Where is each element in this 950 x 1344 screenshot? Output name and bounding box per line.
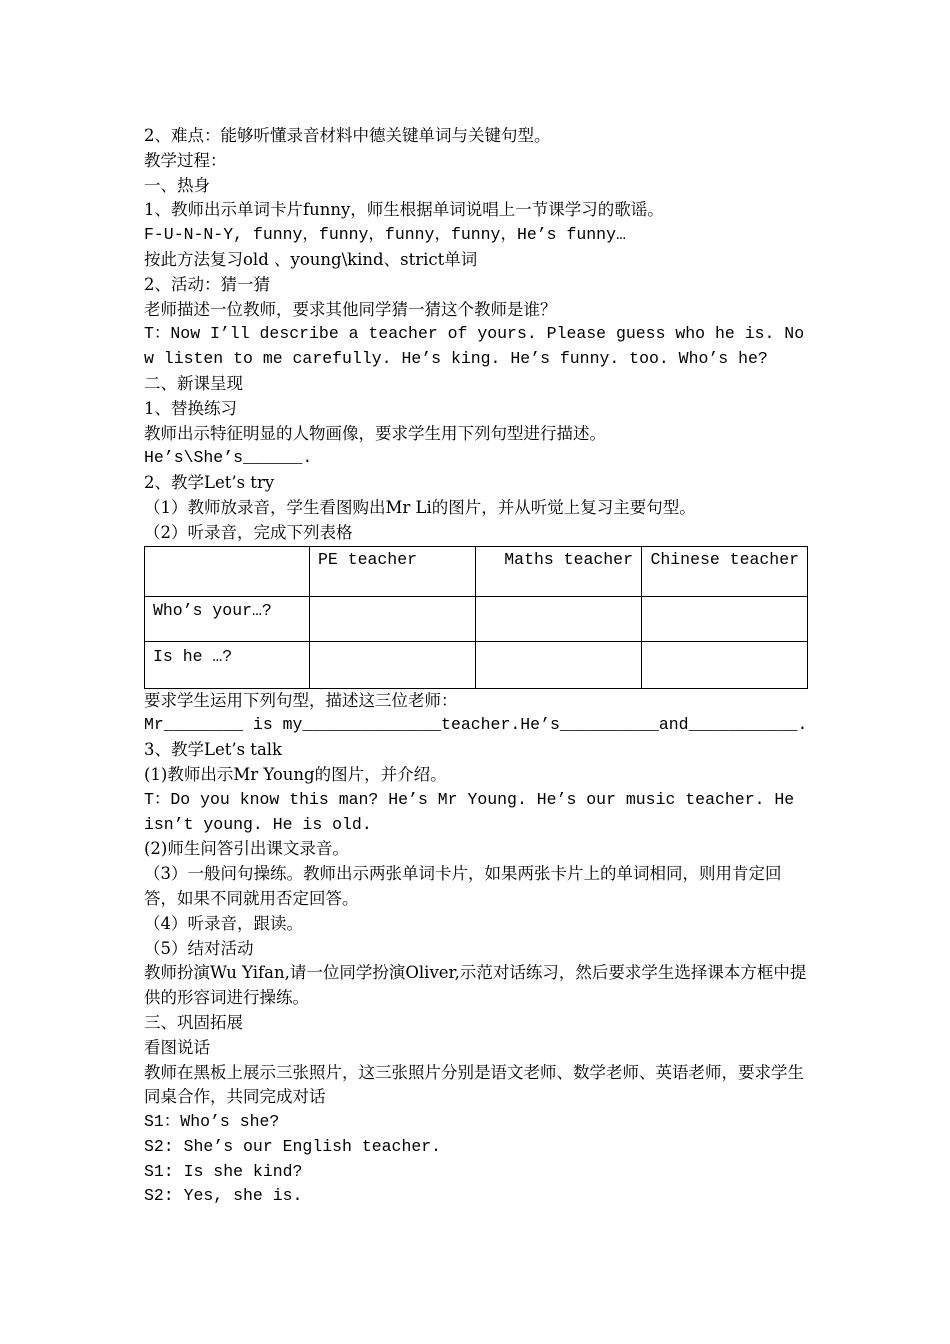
process-heading: 教学过程： [144,150,227,170]
sentence-pattern: He’s\She’s______. [144,448,313,468]
table-header-cell [145,546,310,596]
document-page [144,124,808,1209]
table-header-row [145,546,808,596]
table-cell [310,641,476,688]
teacher-dialogue-1: T：Now I’ll describe a teacher of yours. Please guess who he is. Now listen to me carefully. He’s king. He’s funny. too. Who’s he? [144,324,805,369]
pair-activity-description: 教师扮演Wu Yifan,请一位同学扮演Oliver,示范对话练习，然后要求学生选择课本方框中提供的形容词进行操练。 [144,963,807,1008]
section-warmup-heading: 一、热身 [144,175,210,195]
fill-in-pattern: Mr________ is my______________teacher.He’s__________and___________. [144,715,808,735]
warmup-step-2: 2、活动：猜一猜 [144,274,270,294]
lets-try-heading: 2、教学Let’s try [144,473,275,493]
substitution-heading: 1、替换练习 [144,398,237,418]
table-cell [476,596,642,641]
lets-try-step-1: （1）教师放录音，学生看图购出Mr Li的图片，并从听觉上复习主要句型。 [144,497,696,517]
table-cell [310,596,476,641]
table-row-label: Is he …? [145,641,310,688]
dialogue-line: S1：Who’s she? [144,1112,280,1132]
picture-talk-heading: 看图说话 [144,1037,210,1057]
section-consolidation-heading: 三、巩固拓展 [144,1012,243,1032]
table-row [145,641,808,688]
table-cell [476,641,642,688]
substitution-instruction: 教师出示特征明显的人物画像，要求学生用下列句型进行描述。 [144,423,606,443]
table-row-label: Who’s your…? [145,596,310,641]
teacher-dialogue-2: T：Do you know this man? He’s Mr Young. He’s our music teacher. He isn’t young. He is old. [144,789,805,834]
warmup-step-1: 1、教师出示单词卡片funny，师生根据单词说唱上一节课学习的歌谣。 [144,200,664,220]
lets-talk-heading: 3、教学Let’s talk [144,740,283,760]
dialogue-line: S2: Yes, she is. [144,1186,303,1206]
difficulty-point: 2、难点：能够听懂录音材料中德关键单词与关键句型。 [144,126,551,145]
listening-table [144,546,808,689]
section-new-lesson-heading: 二、新课呈现 [144,373,243,393]
table-cell [642,641,808,688]
lets-talk-step-5: （5）结对活动 [144,938,254,958]
dialogue-line: S1: Is she kind? [144,1161,303,1181]
table-header-cell: Maths teacher [476,546,642,596]
lets-try-step-2: （2）听录音，完成下列表格 [144,522,353,542]
describe-instruction: 要求学生运用下列句型，描述这三位老师： [144,690,458,710]
table-cell [642,596,808,641]
table-header-cell: PE teacher [310,546,476,596]
table-header-cell: Chinese teacher [642,546,808,596]
guess-instruction: 老师描述一位教师，要求其他同学猜一猜这个教师是谁？ [144,299,557,319]
dialogue-line: S2: She’s our English teacher. [144,1136,442,1156]
chant-line: F-U-N-N-Y, funny，funny，funny，funny，He’s funny… [144,225,626,245]
lets-talk-step-1: (1)教师出示Mr Young的图片，并介绍。 [144,764,447,784]
lets-talk-step-3: （3）一般问句操练。教师出示两张单词卡片，如果两张卡片上的单词相同，则用肯定回答，如果不同就用否定回答。 [144,864,782,908]
lets-talk-step-4: （4）听录音，跟读。 [144,913,303,933]
review-words: 按此方法复习old 、young\kind、strict单词 [144,249,478,269]
picture-talk-instruction: 教师在黑板上展示三张照片，这三张照片分别是语文老师、数学老师、英语老师，要求学生同桌合作，共同完成对话 [144,1062,804,1107]
lets-talk-step-2: (2)师生问答引出课文录音。 [144,839,349,859]
table-row [145,596,808,641]
